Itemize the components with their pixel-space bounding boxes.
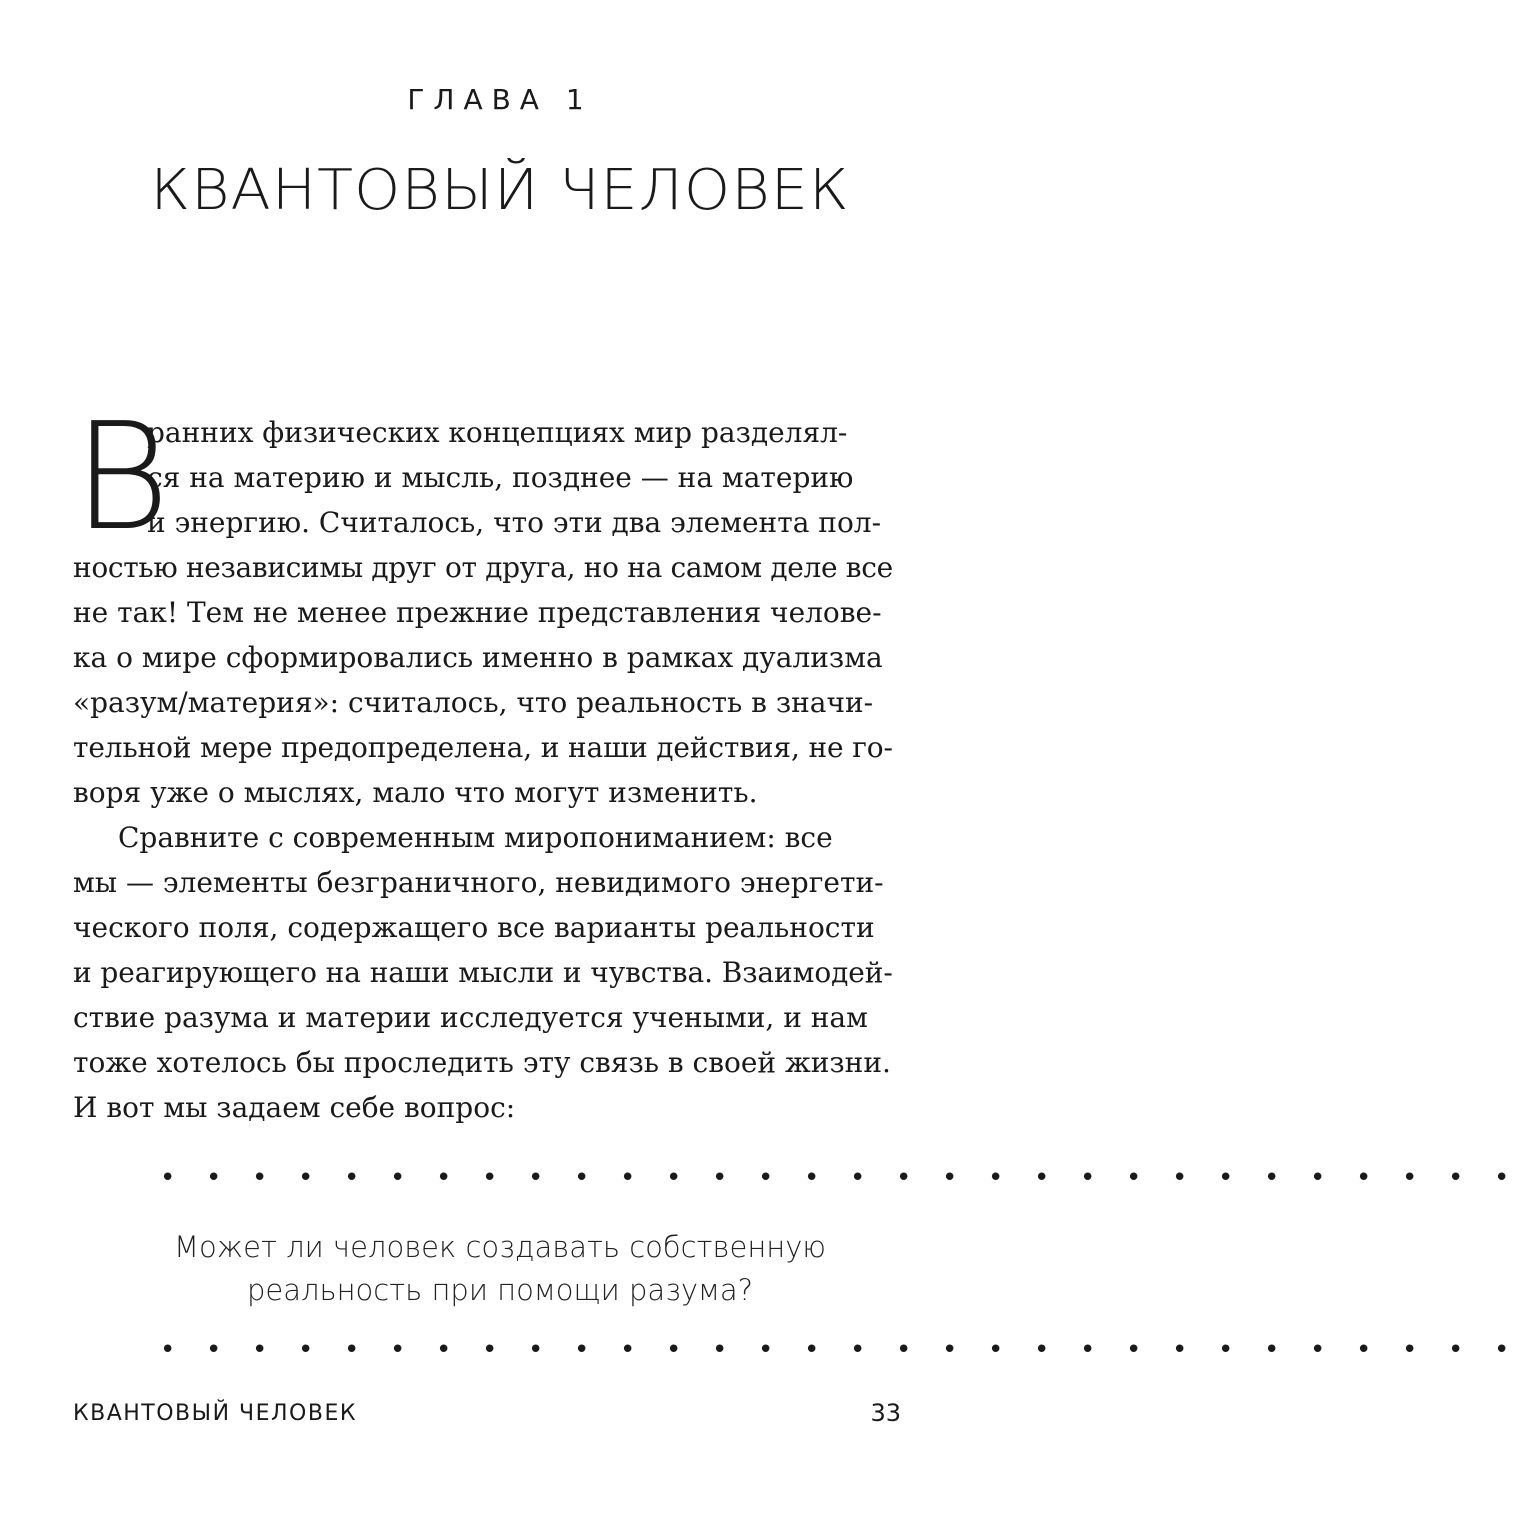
running-title: КВАНТОВЫЙ ЧЕЛОВЕК [73,1401,357,1426]
text-line: тоже хотелось бы проследить эту связь в своей жизни. [73,1046,891,1079]
text-line: тельной мере предопределена, и наши действия, не го- [73,731,893,764]
first-paragraph [73,391,893,815]
text-line: ностью независимы друг от друга, но на самом деле все [73,551,893,584]
text-line: не так! Тем не менее прежние представления челове- [73,596,882,629]
chapter-label: ГЛАВА 1 [407,83,593,116]
callout-line: реальность при помощи разума? [246,1273,754,1307]
dotted-divider-top: • • • • • • • • • • • • • • • • • • • • • • • • • • • • • • [160,1163,1521,1193]
body-text [73,391,893,1130]
text-line: и энергию. Считалось, что эти два элемента пол- [147,506,882,539]
text-line: И вот мы задаем себе вопрос: [73,1091,516,1124]
callout-question [0,1226,1000,1312]
text-line: мы — элементы безграничного, невидимого энергети- [73,866,884,899]
text-line: ся на материю и мысль, позднее — на материю [147,461,854,494]
chapter-title: КВАНТОВЫЙ ЧЕЛОВЕК [150,158,850,223]
text-line: ствие разума и материи исследуется учеными, и нам [73,1001,868,1034]
text-line: ка о мире сформировались именно в рамках дуализма [73,641,883,674]
text-line: ранних физических концепциях мир разделял- [147,416,848,449]
text-line: «разум/материя»: считалось, что реальность в значи- [73,686,874,719]
text-line: воря уже о мыслях, мало что могут изменить. [73,776,758,809]
callout-line: Может ли человек создавать собственную [174,1230,826,1264]
second-paragraph [73,815,893,1130]
drop-cap: В [73,391,170,563]
text-line: и реагирующего на наши мысли и чувства. Взаимодей- [73,956,893,989]
text-line: Сравните с современным миропониманием: все [118,821,833,854]
dotted-divider-bottom: • • • • • • • • • • • • • • • • • • • • • • • • • • • • • • [160,1335,1521,1365]
text-line: ческого поля, содержащего все варианты реальности [73,911,875,944]
page-number: 33 [870,1399,901,1427]
